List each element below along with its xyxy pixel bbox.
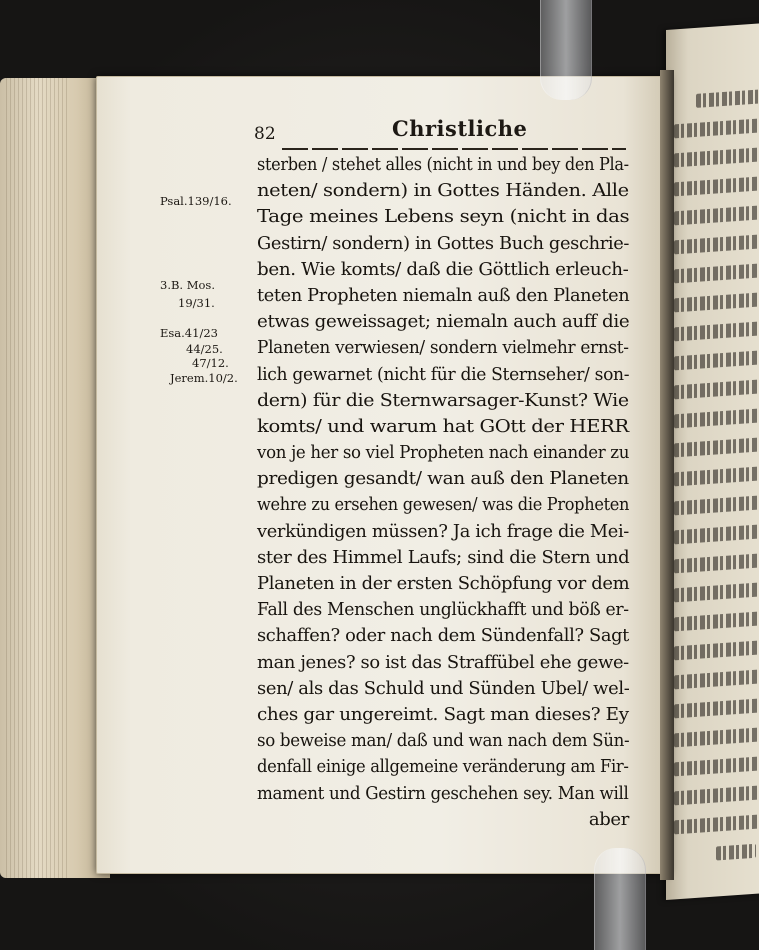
text-line: von je her so viel Propheten nach einander zu <box>257 442 630 464</box>
text-line: Tage meines Lebens seyn (nicht in das <box>257 206 630 228</box>
catchword: aber <box>588 808 629 830</box>
text-line: Gestirn/ sondern) in Gottes Buch geschrie- <box>257 232 630 254</box>
margin-note: 19/31. <box>178 296 215 310</box>
book-page-edges <box>0 78 110 878</box>
text-line: man jenes? so ist das Straffübel ehe gewe- <box>257 651 629 673</box>
page-clip-bottom <box>594 848 646 950</box>
text-line: wehre zu ersehen gewesen/ was die Propheten <box>257 494 630 516</box>
text-line: verkündigen müssen? Ja ich frage die Mei- <box>257 520 629 542</box>
facing-page-fragment <box>666 22 759 900</box>
text-line: Planeten verwiesen/ sondern vielmehr ernst- <box>257 337 629 359</box>
text-line: dern) für die Sternwarsager-Kunst? Wie <box>257 389 629 411</box>
running-head: Christliche <box>392 116 528 141</box>
text-line: so beweise man/ daß und wan nach dem Sün- <box>257 730 630 752</box>
margin-note: 44/25. <box>186 342 223 356</box>
page-gutter <box>660 70 674 880</box>
text-line: Planeten in der ersten Schöpfung vor dem <box>257 573 630 594</box>
header-rule <box>282 148 626 150</box>
body-text <box>257 152 629 833</box>
text-line: sen/ als das Schuld und Sünden Ubel/ wel- <box>257 677 630 699</box>
text-line: sterben / stehet alles (nicht in und bey den Pla- <box>257 154 629 175</box>
margin-note: 3.B. Mos. <box>160 278 215 292</box>
margin-note: Psal.139/16. <box>160 194 232 208</box>
text-line: predigen gesandt/ wan auß den Planeten <box>257 468 629 490</box>
text-line: mament und Gestirn geschehen sey. Man will <box>257 782 629 804</box>
text-line: komts/ und warum hat GOtt der HERR <box>257 415 629 437</box>
text-line: schaffen? oder nach dem Sündenfall? Sagt <box>257 625 629 647</box>
text-line: teten Propheten niemaln auß den Planeten <box>257 284 630 306</box>
text-line: neten/ sondern) in Gottes Händen. Alle <box>257 180 629 202</box>
margin-note: 47/12. <box>192 356 229 370</box>
text-line: lich gewarnet (nicht für die Sternseher/ son- <box>257 363 630 385</box>
text-line: ches gar ungereimt. Sagt man dieses? Ey <box>257 703 629 725</box>
margin-note: Jerem.10/2. <box>170 371 238 385</box>
margin-note: Esa.41/23 <box>160 326 218 340</box>
text-line: ben. Wie komts/ daß die Göttlich erleuch- <box>257 258 629 280</box>
text-line: ster des Himmel Laufs; sind die Stern und <box>257 546 630 568</box>
page-clip-top <box>540 0 592 100</box>
text-line: etwas geweissaget; niemaln auch auff die <box>257 311 630 333</box>
text-line: denfall einige allgemeine veränderung am Fir- <box>257 756 629 778</box>
page-number: 82 <box>254 124 276 144</box>
text-line: Fall des Menschen unglückhafft und böß er- <box>257 599 629 621</box>
